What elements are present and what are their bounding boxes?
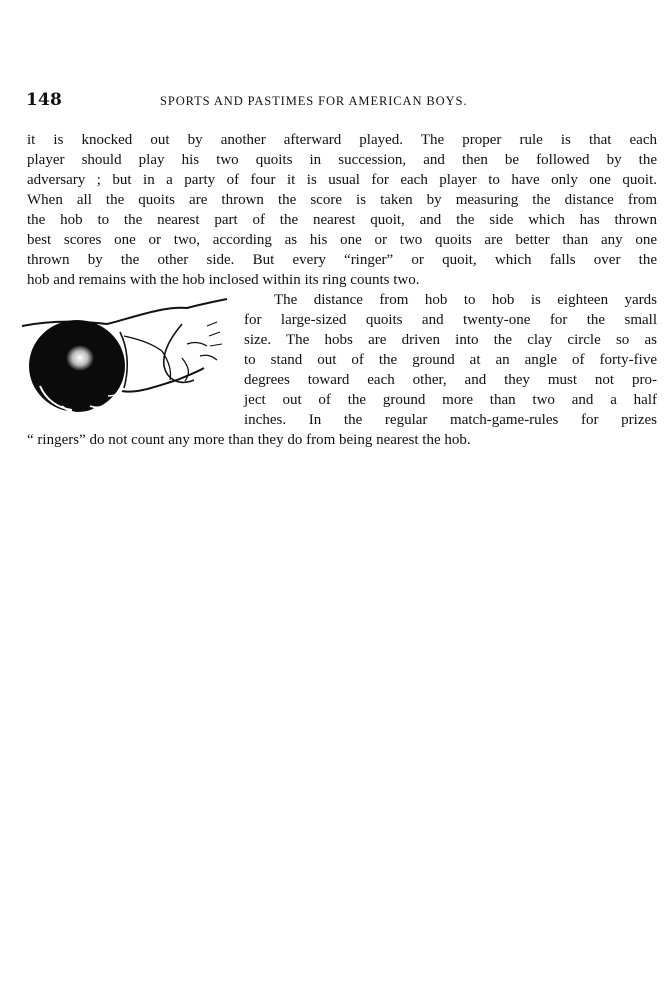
text-line: hob and remains with the hob inclosed within its ring counts two. [27, 272, 420, 288]
text-line: player should play his two quoits in succession, and then be followed by the [27, 152, 657, 168]
text-line: inches. In the regular match-game-rules for prizes [244, 412, 657, 428]
page-number: 148 [26, 90, 63, 110]
text-line: When all the quoits are thrown the score is taken by measuring the distance from [27, 192, 657, 208]
text-line: the hob to the nearest part of the nearest quoit, and the side which has thrown [27, 212, 657, 228]
hand-holding-quoit-illustration [12, 296, 242, 426]
text-line: for large-sized quoits and twenty-one for the small [244, 312, 657, 328]
running-head: SPORTS AND PASTIMES FOR AMERICAN BOYS. [160, 94, 468, 108]
text-line: ject out of the ground more than two and a half [244, 392, 657, 408]
text-line: thrown by the other side. But every “ringer” or quoit, which falls over the [27, 252, 657, 268]
text-line: best scores one or two, according as his one or two quoits are better than any one [27, 232, 657, 248]
text-line: to stand out of the ground at an angle of forty-five [244, 352, 657, 368]
text-line: The distance from hob to hob is eighteen yards [274, 292, 657, 308]
text-line: size. The hobs are driven into the clay circle so as [244, 332, 657, 348]
text-line: adversary ; but in a party of four it is usual for each player to have only one quoit. [27, 172, 657, 188]
text-line: “ ringers” do not count any more than they do from being nearest the hob. [27, 432, 471, 448]
text-line: degrees toward each other, and they must not pro- [244, 372, 657, 388]
text-line: it is knocked out by another afterward played. The proper rule is that each [27, 132, 657, 148]
